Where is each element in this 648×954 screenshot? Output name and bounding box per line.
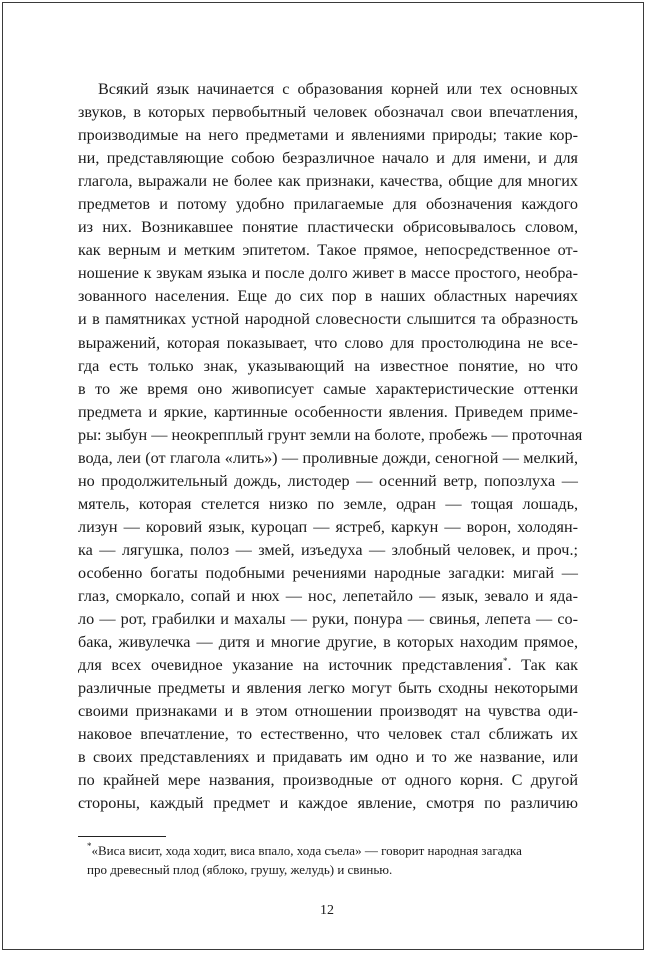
text-line: но продолжительный дождь, листодер — осенний ветр, попозлуха —: [78, 471, 578, 490]
text-line: выражений, которая показывает, что слово для простолюдина не все-: [78, 333, 578, 352]
text-line: ры: зыбун — неокрепплый грунт земли на болоте, пробежь — проточная: [78, 425, 583, 444]
text-line: наковое впечатление, то естественно, что человек стал сближать их: [78, 725, 578, 744]
text-line: особенно богаты подобными речениями народные загадки: мигай —: [78, 563, 578, 582]
text-line-start: для всех очевидное указание на источник представления: [78, 656, 503, 675]
text-line: как верным и метким эпитетом. Такое прямое, непосредственное от-: [78, 241, 578, 260]
text-line: гда есть только знак, указывающий на известное понятие, но что: [78, 356, 578, 375]
footnote-line: про древесный плод (яблоко, грушу, желудь) и свинью.: [87, 862, 393, 877]
text-line: стороны, каждый предмет и каждое явление, смотря по различию: [78, 794, 578, 813]
footnote-separator: [78, 836, 166, 837]
text-line: производимые на него предметами и явлениями природы; такие кор-: [78, 126, 578, 145]
main-text: [78, 78, 583, 816]
text-line-tail: . Так как: [507, 656, 578, 675]
text-line-with-footnote-ref: [78, 654, 578, 677]
text-line: ка — лягушка, полоз — змей, изъедуха — злобный человек, и проч.;: [78, 540, 578, 559]
text-line: различные предметы и явления легко могут быть сходны некоторыми: [78, 679, 578, 698]
text-line: из них. Возникавшее понятие пластически обрисовывалось словом,: [78, 218, 578, 237]
text-line: предмета и яркие, картинные особенности явления. Приведем приме-: [78, 402, 578, 421]
page: [2, 2, 644, 950]
text-line: зованного населения. Еще до сих пор в наших областных наречиях: [78, 287, 578, 306]
text-line: ношение к звукам языка и после долго живет в массе простого, необра-: [78, 264, 578, 283]
text-line: глаз, сморкало, сопай и нюх — нос, лепетайло — язык, зевало и яда-: [78, 587, 578, 606]
text-line: в то же время оно живописует самые характеристические оттенки: [78, 379, 578, 398]
text-line: ло — рот, грабилки и махалы — руки, понура — свинья, лепета — со-: [78, 610, 578, 629]
text-line: Всякий язык начинается с образования корней или тех основных: [98, 80, 578, 98]
text-line: глагола, выражали не более как признаки, качества, общие для многих: [78, 172, 578, 191]
footnote-text: «Виса висит, хода ходит, виса впало, хода съела» — говорит народная загадка: [91, 843, 522, 858]
page-number: 12: [320, 903, 334, 918]
footnote-line: [78, 841, 583, 860]
text-line: в своих представлениях и придавать им одно и то же название, или: [78, 748, 578, 767]
footnote-reference[interactable]: *: [502, 656, 508, 667]
text-line: лизун — коровий язык, куроцап — ястреб, каркун — ворон, холодян-: [78, 517, 578, 536]
text-line: вода, леи (от глагола «лить») — проливные дожди, сеногной — мелкий,: [78, 448, 578, 467]
text-line: бака, живулечка — дитя и многие другие, в которых находим прямое,: [78, 633, 578, 652]
footnote: [78, 841, 583, 879]
text-line: и в памятниках устной народной словесности слышится та образность: [78, 310, 578, 329]
footnote-marker: *: [87, 841, 92, 851]
text-line: ни, представляющие собою безразличное начало и для имени, и для: [78, 149, 578, 168]
text-line: по крайней мере названия, производные от одного корня. С другой: [78, 771, 578, 790]
text-line: мятель, которая стелется низко по земле, одран — тощая лошадь,: [78, 494, 578, 513]
text-line: предметов и потому удобно прилагаемые для обозначения каждого: [78, 195, 578, 214]
text-line: звуков, в которых первобытный человек обозначал свои впечатления,: [78, 103, 578, 122]
text-line: своими признаками и в этом отношении производят на чувства оди-: [78, 702, 578, 721]
